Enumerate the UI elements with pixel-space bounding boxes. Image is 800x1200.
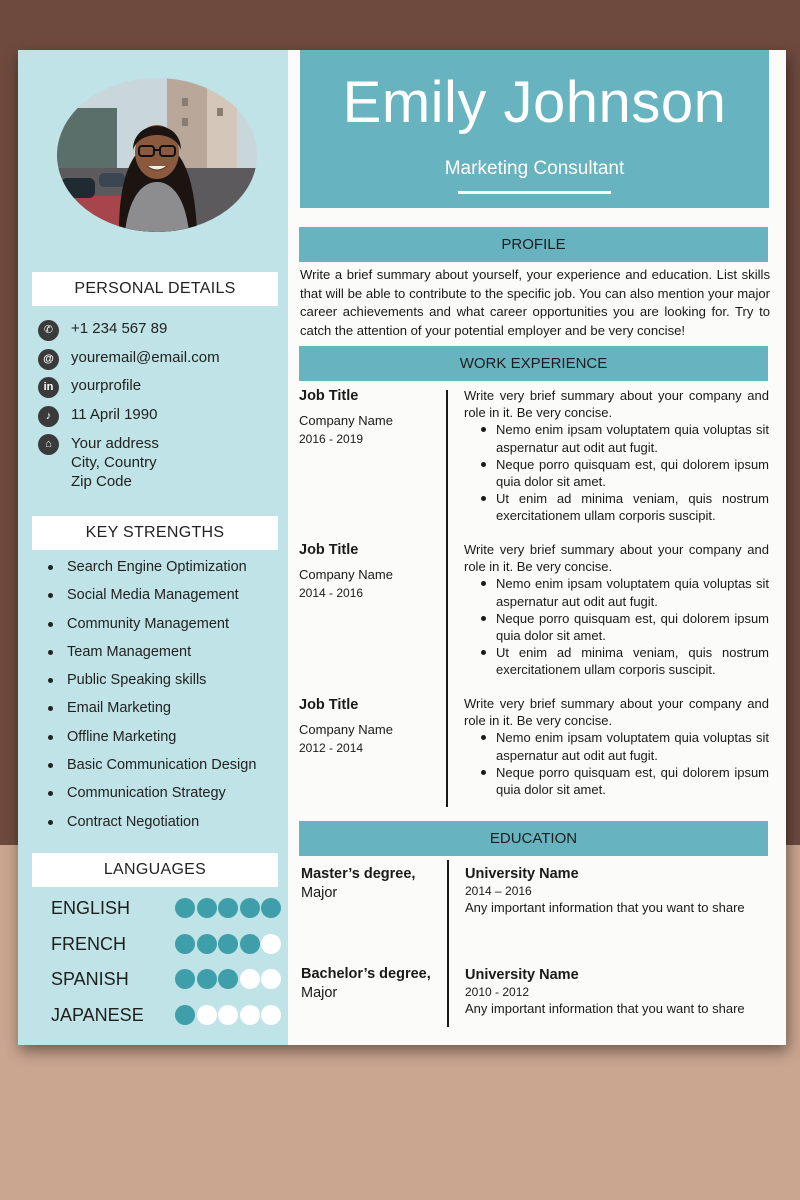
education-years: 2010 - 2012 <box>465 985 530 999</box>
list-item: Nemo enim ipsam voluptatem quia voluptas sit aspernatur aut odit aut fugit. <box>496 730 769 763</box>
level-dot-empty <box>261 1005 281 1025</box>
job-summary: Write very brief summary about your company and role in it. Be very concise. <box>464 388 769 421</box>
level-dot-filled <box>197 934 217 954</box>
list-item: Neque porro quisquam est, qui dolorem ipsum quia dolor sit amet. <box>496 456 769 490</box>
level-dot-filled <box>218 898 238 918</box>
email-text: youremail@email.com <box>71 349 220 366</box>
linkedin-text: yourprofile <box>71 377 142 394</box>
phone-icon: ✆ <box>38 320 59 341</box>
degree-major: Major <box>301 985 338 1001</box>
resume-sheet <box>18 50 786 1045</box>
language-name: ENGLISH <box>51 898 131 918</box>
list-item: Email Marketing <box>48 697 256 725</box>
education-info: Any important information that you want to share <box>465 1001 745 1016</box>
education-degree <box>301 865 441 903</box>
person-title: Marketing Consultant <box>444 158 625 179</box>
level-dot-empty <box>197 1005 217 1025</box>
job-title: Job Title <box>299 697 359 713</box>
language-level <box>175 934 283 954</box>
list-item: Search Engine Optimization <box>48 556 256 584</box>
profile-heading: PROFILE <box>299 227 768 262</box>
language-name: FRENCH <box>51 934 126 954</box>
cake-icon: ♪ <box>38 406 59 427</box>
language-name: SPANISH <box>51 969 129 989</box>
level-dot-filled <box>261 898 281 918</box>
level-dot-filled <box>240 898 260 918</box>
level-dot-empty <box>261 969 281 989</box>
job-dates: 2016 - 2019 <box>299 432 364 446</box>
birthday-text: 11 April 1990 <box>71 406 158 423</box>
education-details <box>465 865 770 917</box>
work-experience-heading: WORK EXPERIENCE <box>299 346 768 381</box>
job-summary: Write very brief summary about your company and role in it. Be very concise. <box>464 542 769 575</box>
list-item: Nemo enim ipsam voluptatem quia voluptas sit aspernatur aut odit aut fugit. <box>496 576 769 609</box>
list-item: Ut enim ad minima veniam, quis nostrum exercitationem ullam corporis suscipit. <box>496 645 769 678</box>
job-meta <box>299 695 439 757</box>
language-level <box>175 1005 283 1025</box>
contact-birthday <box>38 406 157 427</box>
level-dot-empty <box>240 969 260 989</box>
list-item: Public Speaking skills <box>48 669 256 697</box>
contact-address <box>38 434 159 491</box>
address-line-2: City, Country <box>71 454 157 471</box>
home-icon: ⌂ <box>38 434 59 455</box>
language-name: JAPANESE <box>51 1005 144 1025</box>
company-name: Company Name <box>299 567 393 582</box>
profile-photo <box>57 78 257 232</box>
university-name: University Name <box>465 866 579 882</box>
level-dot-filled <box>175 1005 195 1025</box>
education-degree <box>301 965 441 1003</box>
education-divider <box>447 860 449 1027</box>
list-item: Contract Negotiation <box>48 811 256 839</box>
list-item: Social Media Management <box>48 584 256 612</box>
degree-major: Major <box>301 885 338 901</box>
address-line-1: Your address <box>71 435 159 452</box>
languages-heading: LANGUAGES <box>32 853 278 887</box>
at-icon: @ <box>38 349 59 370</box>
level-dot-filled <box>218 934 238 954</box>
phone-text: +1 234 567 89 <box>71 320 168 337</box>
language-level <box>175 898 283 918</box>
job-title: Job Title <box>299 388 359 404</box>
education-details <box>465 966 770 1018</box>
language-row <box>51 932 281 956</box>
level-dot-filled <box>197 898 217 918</box>
level-dot-empty <box>218 1005 238 1025</box>
list-item: Nemo enim ipsam voluptatem quia voluptas sit aspernatur aut odit aut fugit. <box>496 422 769 455</box>
level-dot-filled <box>175 934 195 954</box>
name-banner <box>300 50 769 208</box>
level-dot-filled <box>175 898 195 918</box>
education-info: Any important information that you want to share <box>465 900 745 915</box>
job-dates: 2014 - 2016 <box>299 586 364 600</box>
job-dates: 2012 - 2014 <box>299 741 364 755</box>
personal-details-heading: PERSONAL DETAILS <box>32 272 278 306</box>
job-meta <box>299 386 439 448</box>
key-strengths-heading: KEY STRENGTHS <box>32 516 278 550</box>
job-summary: Write very brief summary about your company and role in it. Be very concise. <box>464 696 769 729</box>
job-bullets <box>464 421 769 524</box>
linkedin-icon: in <box>38 377 59 398</box>
language-row <box>51 967 281 991</box>
list-item: Team Management <box>48 641 256 669</box>
education-heading: EDUCATION <box>299 821 768 856</box>
level-dot-empty <box>261 934 281 954</box>
company-name: Company Name <box>299 722 393 737</box>
address-line-3: Zip Code <box>71 473 132 490</box>
level-dot-filled <box>175 969 195 989</box>
list-item: Community Management <box>48 613 256 641</box>
language-row <box>51 896 281 920</box>
level-dot-empty <box>240 1005 260 1025</box>
job-details <box>464 541 769 679</box>
title-underline <box>458 191 611 194</box>
contact-email <box>38 349 220 370</box>
work-divider <box>446 390 448 807</box>
contact-phone <box>38 320 167 341</box>
degree-name: Bachelor’s degree, <box>301 966 431 982</box>
list-item: Basic Communication Design <box>48 754 256 782</box>
education-years: 2014 – 2016 <box>465 884 532 898</box>
list-item: Neque porro quisquam est, qui dolorem ipsum quia dolor sit amet. <box>496 764 769 798</box>
company-name: Company Name <box>299 413 393 428</box>
language-level <box>175 969 283 989</box>
sidebar <box>18 50 288 1045</box>
list-item: Ut enim ad minima veniam, quis nostrum exercitationem ullam corporis suscipit. <box>496 491 769 524</box>
level-dot-filled <box>197 969 217 989</box>
job-title: Job Title <box>299 542 359 558</box>
list-item: Neque porro quisquam est, qui dolorem ipsum quia dolor sit amet. <box>496 610 769 644</box>
job-bullets <box>464 575 769 678</box>
job-details <box>464 695 769 798</box>
list-item: Offline Marketing <box>48 726 256 754</box>
person-name: Emily Johnson <box>342 70 727 135</box>
level-dot-filled <box>218 969 238 989</box>
list-item: Communication Strategy <box>48 782 256 810</box>
degree-name: Master’s degree, <box>301 866 416 882</box>
job-meta <box>299 540 439 602</box>
portrait-photo-icon <box>57 78 257 232</box>
strengths-list <box>48 556 256 839</box>
job-details <box>464 387 769 525</box>
contact-linkedin <box>38 377 141 398</box>
profile-text: Write a brief summary about yourself, your experience and education. List skills that will be able to contribute to the specific job. You can also mention your major career achievements and what career opportunities you are looking for. Try to catch the attention of your potential employer and be very concise! <box>300 267 770 338</box>
level-dot-filled <box>240 934 260 954</box>
job-bullets <box>464 729 769 798</box>
language-row <box>51 1003 281 1027</box>
university-name: University Name <box>465 967 579 983</box>
